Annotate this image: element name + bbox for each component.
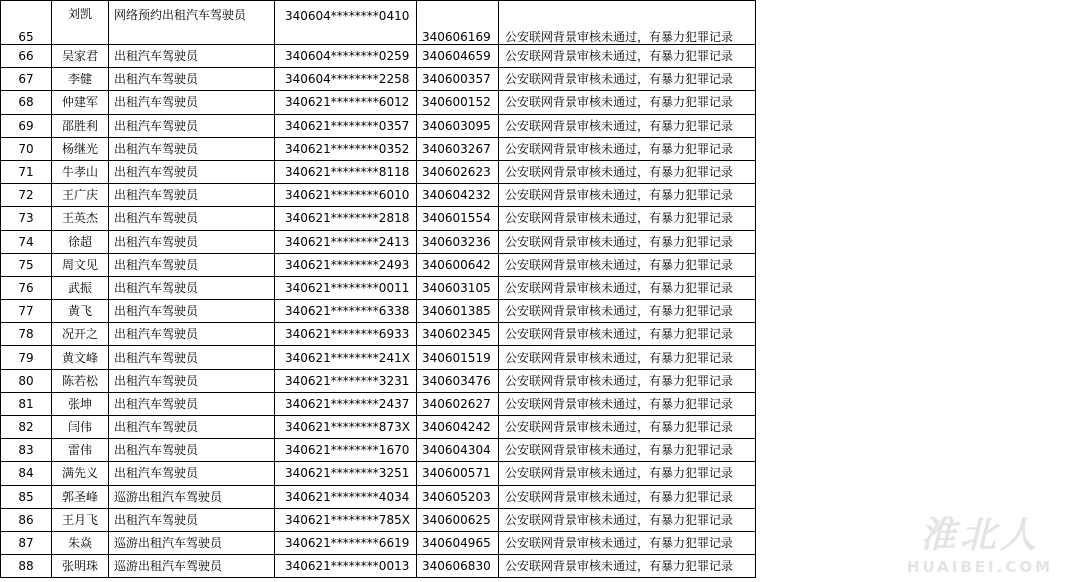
license-type-cell: 出租汽车驾驶员 xyxy=(109,68,275,91)
certificate-number-cell: 340602627 xyxy=(417,392,499,415)
certificate-number-cell: 340601519 xyxy=(417,346,499,369)
reason-cell: 公安联网背景审核未通过，有暴力犯罪记录 xyxy=(499,462,756,485)
name-cell: 黄文峰 xyxy=(52,346,109,369)
table-row xyxy=(1,462,1026,485)
id-number-cell: 340604********0259 xyxy=(275,45,417,68)
name-cell: 黄飞 xyxy=(52,300,109,323)
empty-cell xyxy=(756,531,1026,554)
name-cell: 周文见 xyxy=(52,253,109,276)
certificate-number-cell: 340601385 xyxy=(417,300,499,323)
table-row xyxy=(1,230,1026,253)
certificate-number-cell: 340604242 xyxy=(417,416,499,439)
certificate-number-cell: 340601554 xyxy=(417,207,499,230)
license-type-cell: 出租汽车驾驶员 xyxy=(109,230,275,253)
id-number-cell: 340621********785X xyxy=(275,508,417,531)
table-row xyxy=(1,508,1026,531)
license-type-cell: 出租汽车驾驶员 xyxy=(109,439,275,462)
license-type-cell: 网络预约出租汽车驾驶员 xyxy=(109,1,275,45)
reason-cell: 公安联网背景审核未通过，有暴力犯罪记录 xyxy=(499,555,756,578)
row-index-cell: 76 xyxy=(1,276,52,299)
table-row xyxy=(1,555,1026,578)
table-row xyxy=(1,531,1026,554)
row-index-cell: 80 xyxy=(1,369,52,392)
table-row xyxy=(1,184,1026,207)
name-cell: 徐超 xyxy=(52,230,109,253)
license-type-cell: 出租汽车驾驶员 xyxy=(109,160,275,183)
reason-cell: 公安联网背景审核未通过，有暴力犯罪记录 xyxy=(499,91,756,114)
reason-cell: 公安联网背景审核未通过，有暴力犯罪记录 xyxy=(499,68,756,91)
table-body xyxy=(1,1,1026,578)
table-row xyxy=(1,485,1026,508)
name-cell: 张明珠 xyxy=(52,555,109,578)
certificate-number-cell: 340606830 xyxy=(417,555,499,578)
reason-cell: 公安联网背景审核未通过，有暴力犯罪记录 xyxy=(499,416,756,439)
empty-cell xyxy=(756,91,1026,114)
certificate-number-cell: 340603267 xyxy=(417,137,499,160)
reason-cell: 公安联网背景审核未通过，有暴力犯罪记录 xyxy=(499,45,756,68)
empty-cell xyxy=(756,160,1026,183)
row-index-cell: 75 xyxy=(1,253,52,276)
name-cell: 邵胜利 xyxy=(52,114,109,137)
license-type-cell: 出租汽车驾驶员 xyxy=(109,462,275,485)
id-number-cell: 340621********6619 xyxy=(275,531,417,554)
table-row xyxy=(1,276,1026,299)
reason-cell: 公安联网背景审核未通过，有暴力犯罪记录 xyxy=(499,346,756,369)
empty-cell xyxy=(756,323,1026,346)
row-index-cell: 67 xyxy=(1,68,52,91)
name-cell: 吴家君 xyxy=(52,45,109,68)
name-cell: 仲建军 xyxy=(52,91,109,114)
table-row xyxy=(1,68,1026,91)
table-row xyxy=(1,45,1026,68)
name-cell: 王广庆 xyxy=(52,184,109,207)
reason-cell: 公安联网背景审核未通过，有暴力犯罪记录 xyxy=(499,485,756,508)
row-index-cell: 86 xyxy=(1,508,52,531)
empty-cell xyxy=(756,45,1026,68)
row-index-cell: 68 xyxy=(1,91,52,114)
row-index-cell: 84 xyxy=(1,462,52,485)
name-cell: 杨继光 xyxy=(52,137,109,160)
empty-cell xyxy=(756,253,1026,276)
name-cell: 王英杰 xyxy=(52,207,109,230)
empty-cell xyxy=(756,184,1026,207)
table-row xyxy=(1,323,1026,346)
table-row xyxy=(1,369,1026,392)
row-index-cell: 65 xyxy=(1,1,52,45)
row-index-cell: 83 xyxy=(1,439,52,462)
empty-cell xyxy=(756,508,1026,531)
license-type-cell: 出租汽车驾驶员 xyxy=(109,184,275,207)
certificate-number-cell: 340600152 xyxy=(417,91,499,114)
certificate-number-cell: 340606169 xyxy=(417,1,499,45)
id-number-cell: 340621********6338 xyxy=(275,300,417,323)
row-index-cell: 71 xyxy=(1,160,52,183)
certificate-number-cell: 340604659 xyxy=(417,45,499,68)
empty-cell xyxy=(756,207,1026,230)
reason-cell: 公安联网背景审核未通过，有暴力犯罪记录 xyxy=(499,184,756,207)
license-type-cell: 出租汽车驾驶员 xyxy=(109,114,275,137)
certificate-number-cell: 340602623 xyxy=(417,160,499,183)
reason-cell: 公安联网背景审核未通过，有暴力犯罪记录 xyxy=(499,323,756,346)
empty-cell xyxy=(756,230,1026,253)
license-type-cell: 出租汽车驾驶员 xyxy=(109,253,275,276)
row-index-cell: 85 xyxy=(1,485,52,508)
reason-cell: 公安联网背景审核未通过，有暴力犯罪记录 xyxy=(499,439,756,462)
table-row xyxy=(1,114,1026,137)
reason-cell: 公安联网背景审核未通过，有暴力犯罪记录 xyxy=(499,300,756,323)
certificate-number-cell: 340600625 xyxy=(417,508,499,531)
name-cell: 李健 xyxy=(52,68,109,91)
row-index-cell: 73 xyxy=(1,207,52,230)
id-number-cell: 340621********1670 xyxy=(275,439,417,462)
name-cell: 况开之 xyxy=(52,323,109,346)
id-number-cell: 340621********2437 xyxy=(275,392,417,415)
license-type-cell: 出租汽车驾驶员 xyxy=(109,45,275,68)
reason-cell: 公安联网背景审核未通过，有暴力犯罪记录 xyxy=(499,207,756,230)
certificate-number-cell: 340605203 xyxy=(417,485,499,508)
empty-cell xyxy=(756,485,1026,508)
license-type-cell: 巡游出租汽车驾驶员 xyxy=(109,531,275,554)
certificate-number-cell: 340604232 xyxy=(417,184,499,207)
id-number-cell: 340621********3251 xyxy=(275,462,417,485)
id-number-cell: 340621********2413 xyxy=(275,230,417,253)
id-number-cell: 340621********6012 xyxy=(275,91,417,114)
id-number-cell: 340621********0357 xyxy=(275,114,417,137)
table-row xyxy=(1,346,1026,369)
table-row xyxy=(1,392,1026,415)
id-number-cell: 340621********2493 xyxy=(275,253,417,276)
table-row xyxy=(1,416,1026,439)
row-index-cell: 66 xyxy=(1,45,52,68)
license-type-cell: 巡游出租汽车驾驶员 xyxy=(109,485,275,508)
license-type-cell: 出租汽车驾驶员 xyxy=(109,508,275,531)
name-cell: 雷伟 xyxy=(52,439,109,462)
certificate-number-cell: 340603476 xyxy=(417,369,499,392)
license-type-cell: 出租汽车驾驶员 xyxy=(109,416,275,439)
certificate-number-cell: 340604304 xyxy=(417,439,499,462)
certificate-number-cell: 340603105 xyxy=(417,276,499,299)
row-index-cell: 87 xyxy=(1,531,52,554)
empty-cell xyxy=(756,68,1026,91)
reason-cell: 公安联网背景审核未通过，有暴力犯罪记录 xyxy=(499,230,756,253)
name-cell: 王月飞 xyxy=(52,508,109,531)
id-number-cell: 340621********0352 xyxy=(275,137,417,160)
name-cell: 满先义 xyxy=(52,462,109,485)
certificate-number-cell: 340603095 xyxy=(417,114,499,137)
reason-cell: 公安联网背景审核未通过，有暴力犯罪记录 xyxy=(499,114,756,137)
row-index-cell: 81 xyxy=(1,392,52,415)
id-number-cell: 340621********6933 xyxy=(275,323,417,346)
name-cell: 刘凯 xyxy=(52,1,109,45)
license-type-cell: 出租汽车驾驶员 xyxy=(109,276,275,299)
license-type-cell: 巡游出租汽车驾驶员 xyxy=(109,555,275,578)
row-index-cell: 88 xyxy=(1,555,52,578)
id-number-cell: 340621********2818 xyxy=(275,207,417,230)
license-type-cell: 出租汽车驾驶员 xyxy=(109,137,275,160)
row-index-cell: 70 xyxy=(1,137,52,160)
reason-cell: 公安联网背景审核未通过，有暴力犯罪记录 xyxy=(499,1,756,45)
reason-cell: 公安联网背景审核未通过，有暴力犯罪记录 xyxy=(499,508,756,531)
id-number-cell: 340621********873X xyxy=(275,416,417,439)
name-cell: 朱焱 xyxy=(52,531,109,554)
row-index-cell: 79 xyxy=(1,346,52,369)
certificate-number-cell: 340604965 xyxy=(417,531,499,554)
empty-cell xyxy=(756,137,1026,160)
id-number-cell: 340621********241X xyxy=(275,346,417,369)
reason-cell: 公安联网背景审核未通过，有暴力犯罪记录 xyxy=(499,276,756,299)
empty-cell xyxy=(756,462,1026,485)
empty-cell xyxy=(756,346,1026,369)
name-cell: 闫伟 xyxy=(52,416,109,439)
certificate-number-cell: 340600357 xyxy=(417,68,499,91)
empty-cell xyxy=(756,114,1026,137)
table-row xyxy=(1,1,1026,45)
license-type-cell: 出租汽车驾驶员 xyxy=(109,323,275,346)
table-row xyxy=(1,253,1026,276)
empty-cell xyxy=(756,276,1026,299)
license-type-cell: 出租汽车驾驶员 xyxy=(109,207,275,230)
name-cell: 武振 xyxy=(52,276,109,299)
watermark-domain: HUAIBEI.COM xyxy=(906,558,1053,576)
name-cell: 张坤 xyxy=(52,392,109,415)
table-row xyxy=(1,300,1026,323)
license-type-cell: 出租汽车驾驶员 xyxy=(109,369,275,392)
row-index-cell: 72 xyxy=(1,184,52,207)
empty-cell xyxy=(756,369,1026,392)
row-index-cell: 82 xyxy=(1,416,52,439)
empty-cell xyxy=(756,439,1026,462)
id-number-cell: 340604********0410 xyxy=(275,1,417,45)
empty-cell xyxy=(756,1,1026,45)
reason-cell: 公安联网背景审核未通过，有暴力犯罪记录 xyxy=(499,392,756,415)
reason-cell: 公安联网背景审核未通过，有暴力犯罪记录 xyxy=(499,531,756,554)
id-number-cell: 340621********6010 xyxy=(275,184,417,207)
row-index-cell: 78 xyxy=(1,323,52,346)
certificate-number-cell: 340602345 xyxy=(417,323,499,346)
empty-cell xyxy=(756,416,1026,439)
name-cell: 陈若松 xyxy=(52,369,109,392)
license-type-cell: 出租汽车驾驶员 xyxy=(109,91,275,114)
row-index-cell: 74 xyxy=(1,230,52,253)
name-cell: 郭圣峰 xyxy=(52,485,109,508)
reason-cell: 公安联网背景审核未通过，有暴力犯罪记录 xyxy=(499,369,756,392)
certificate-number-cell: 340600642 xyxy=(417,253,499,276)
table-row xyxy=(1,160,1026,183)
table-row xyxy=(1,91,1026,114)
license-type-cell: 出租汽车驾驶员 xyxy=(109,300,275,323)
empty-cell xyxy=(756,555,1026,578)
id-number-cell: 340621********3231 xyxy=(275,369,417,392)
row-index-cell: 69 xyxy=(1,114,52,137)
license-type-cell: 出租汽车驾驶员 xyxy=(109,346,275,369)
id-number-cell: 340604********2258 xyxy=(275,68,417,91)
table-row xyxy=(1,137,1026,160)
row-index-cell: 77 xyxy=(1,300,52,323)
empty-cell xyxy=(756,392,1026,415)
watermark-logo-text: 淮北人 xyxy=(919,514,1040,556)
table-row xyxy=(1,207,1026,230)
license-type-cell: 出租汽车驾驶员 xyxy=(109,392,275,415)
reason-cell: 公安联网背景审核未通过，有暴力犯罪记录 xyxy=(499,253,756,276)
empty-cell xyxy=(756,300,1026,323)
id-number-cell: 340621********0013 xyxy=(275,555,417,578)
id-number-cell: 340621********8118 xyxy=(275,160,417,183)
reason-cell: 公安联网背景审核未通过，有暴力犯罪记录 xyxy=(499,137,756,160)
table-row xyxy=(1,439,1026,462)
id-number-cell: 340621********4034 xyxy=(275,485,417,508)
certificate-number-cell: 340600571 xyxy=(417,462,499,485)
id-number-cell: 340621********0011 xyxy=(275,276,417,299)
reason-cell: 公安联网背景审核未通过，有暴力犯罪记录 xyxy=(499,160,756,183)
name-cell: 牛孝山 xyxy=(52,160,109,183)
certificate-number-cell: 340603236 xyxy=(417,230,499,253)
